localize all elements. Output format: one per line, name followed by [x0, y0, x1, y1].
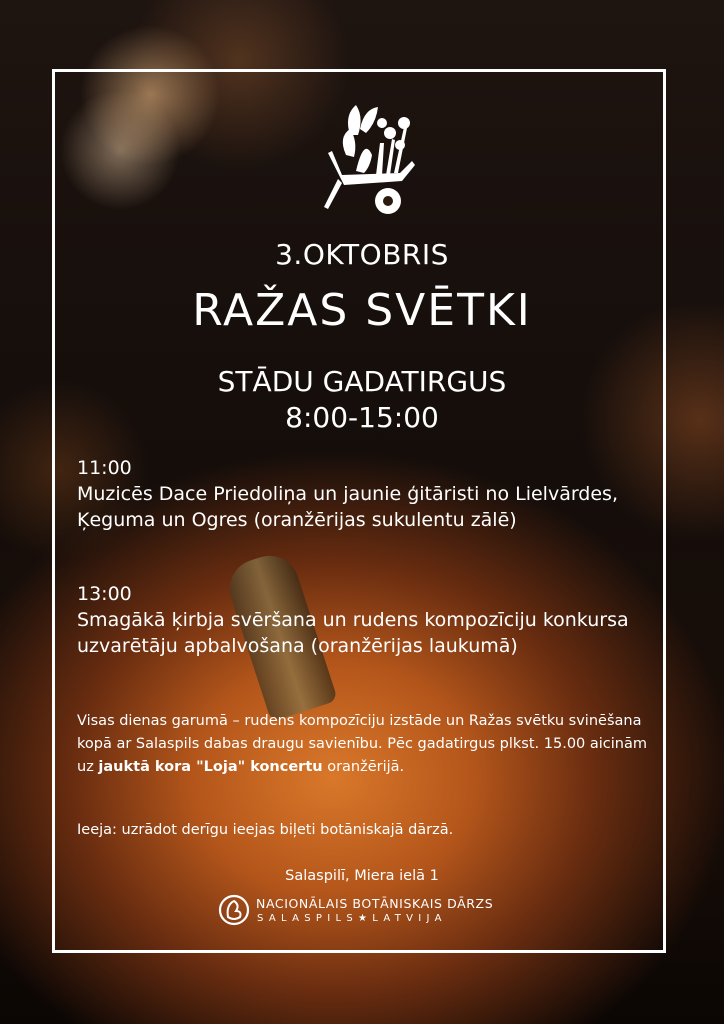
info-paragraph	[77, 710, 647, 779]
botanical-garden-logo-icon	[218, 893, 250, 927]
schedule-item	[77, 581, 647, 659]
info-text: Visas dienas garumā – rudens kompozīciju izstāde un Ražas svētku svinēšana kopā ar Salaspils dabas draugu savienību. Pēc gadatirgus plkst. 15.00 aicinām uz	[77, 713, 648, 775]
schedule-item	[77, 455, 647, 533]
event-subtitle: STĀDU GADATIRGUS	[217, 365, 507, 398]
schedule-description: Muzicēs Dace Priedoliņa un jaunie ģitāristi no Lielvārdes, Ķeguma un Ogres (oranžērijas sukulentu zālē)	[77, 483, 618, 531]
organization-location: SALASPILS★LATVIJA	[257, 913, 447, 924]
wheelbarrow-plants-icon	[320, 95, 420, 220]
schedule-time: 13:00	[77, 583, 132, 605]
schedule-time: 11:00	[77, 457, 132, 479]
event-hours: 8:00-15:00	[285, 401, 439, 434]
info-concert-highlight: jauktā kora "Loja" koncertu	[98, 759, 323, 775]
entry-info: Ieeja: uzrādot derīgu ieejas biļeti botāniskajā dārzā.	[77, 822, 454, 838]
event-title: RAŽAS SVĒTKI	[192, 285, 532, 336]
venue-address: Salaspilī, Miera ielā 1	[285, 868, 439, 884]
organization-name: NACIONĀLAIS BOTĀNISKAIS DĀRZS	[256, 896, 494, 911]
info-text-end: oranžērijā.	[322, 759, 405, 775]
organization-logo	[218, 893, 508, 933]
schedule-description: Smagākā ķirbja svēršana un rudens kompozīciju konkursa uzvarētāju apbalvošana (oranžērijas laukumā)	[77, 609, 629, 657]
event-date: 3.OKTOBRIS	[275, 238, 449, 271]
